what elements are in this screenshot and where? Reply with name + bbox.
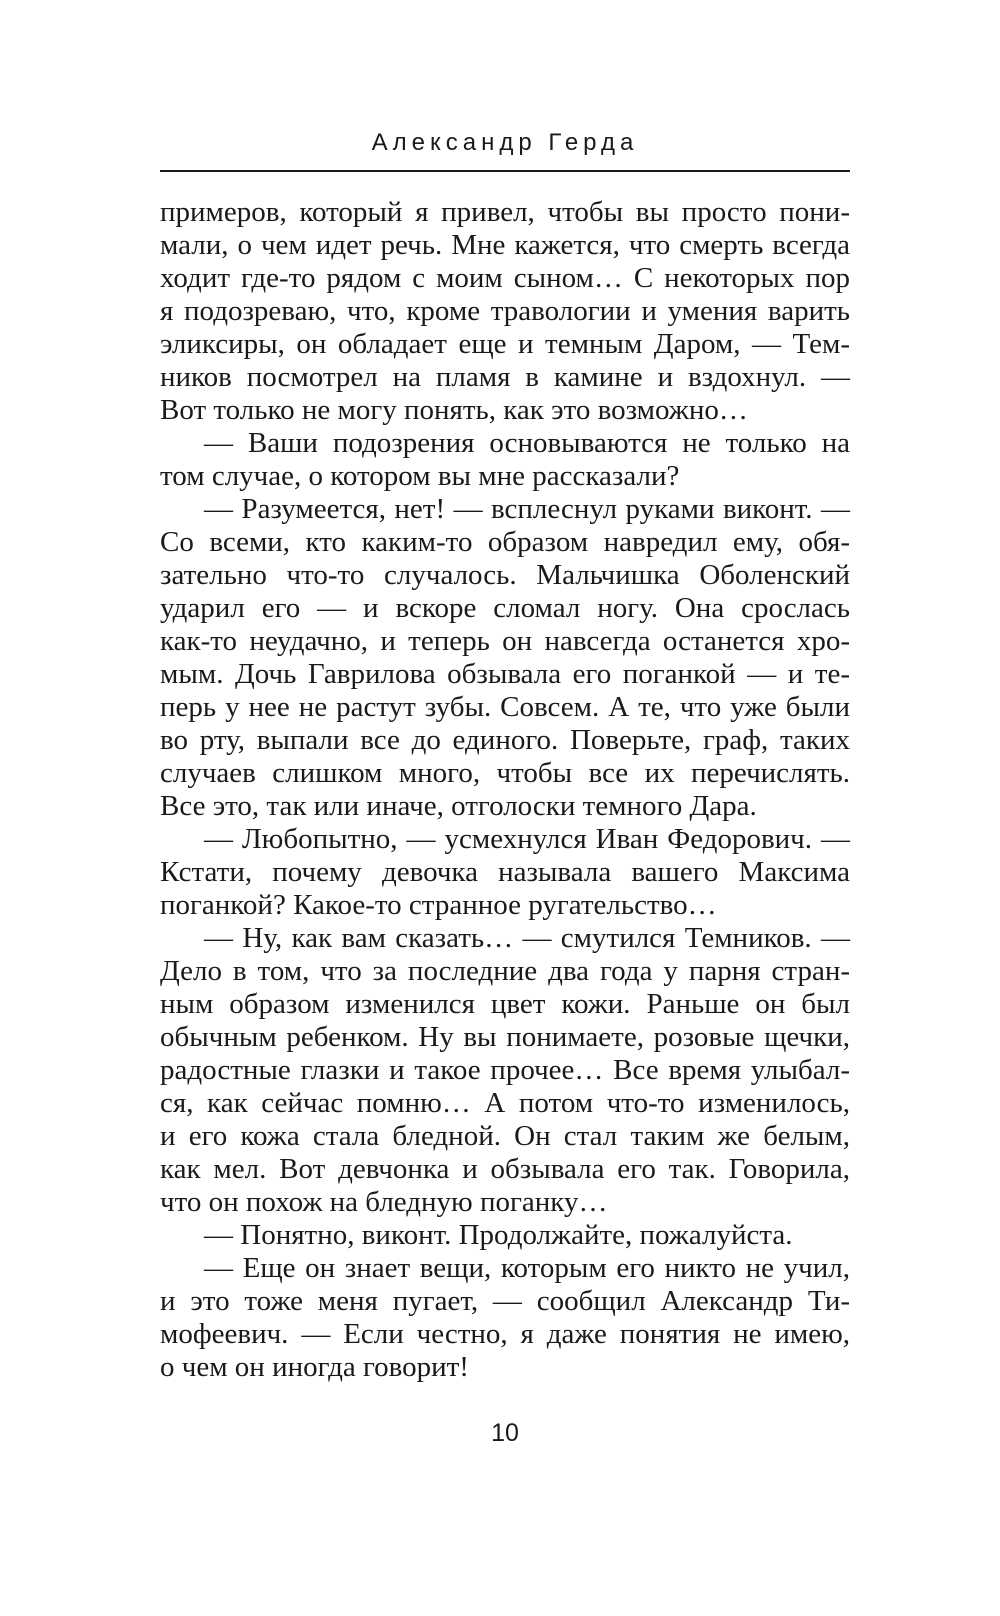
text-line: во рту, выпали все до единого. Поверьте, граф, таких: [160, 724, 850, 756]
text-line: что он похож на бледную поганку…: [160, 1186, 608, 1218]
text-line: и это тоже меня пугает, — сообщил Александр Ти-: [160, 1285, 850, 1317]
text-line: том случае, о котором вы мне рассказали?: [160, 460, 680, 492]
text-line: — Ну, как вам сказать… — смутился Темников. —: [204, 922, 850, 954]
text-line: как-то неудачно, и теперь он навсегда останется хро-: [160, 625, 850, 657]
text-line: — Ваши подозрения основываются не только на: [204, 427, 850, 459]
text-line: ходит где-то рядом с моим сыном… С некоторых пор: [160, 262, 850, 294]
text-line: случаев слишком много, чтобы все их перечислять.: [160, 757, 850, 789]
text-line: Кстати, почему девочка называла вашего Максима: [160, 856, 850, 888]
header-rule: [160, 170, 850, 172]
text-line: ным образом изменился цвет кожи. Раньше он был: [160, 988, 850, 1020]
text-line: — Разумеется, нет! — всплеснул руками виконт. —: [204, 493, 850, 525]
text-line: и его кожа стала бледной. Он стал таким же белым,: [160, 1120, 850, 1152]
running-head: Александр Герда: [371, 129, 639, 156]
text-line: — Любопытно, — усмехнулся Иван Федорович. —: [204, 823, 850, 855]
text-line: — Понятно, виконт. Продолжайте, пожалуйста.: [204, 1219, 793, 1251]
text-line: мофеевич. — Если честно, я даже понятия не имею,: [160, 1318, 850, 1350]
text-line: о чем он иногда говорит!: [160, 1351, 469, 1383]
text-line: поганкой? Какое-то странное ругательство…: [160, 889, 717, 921]
text-line: мали, о чем идет речь. Мне кажется, что смерть всегда: [160, 229, 850, 261]
text-line: обычным ребенком. Ну вы понимаете, розовые щечки,: [160, 1021, 850, 1053]
text-line: Дело в том, что за последние два года у парня стран-: [160, 955, 850, 987]
text-line: ся, как сейчас помню… А потом что-то изменилось,: [160, 1087, 850, 1119]
text-line: перь у нее не растут зубы. Совсем. А те, что уже были: [160, 691, 850, 723]
text-line: — Еще он знает вещи, которым его никто не учил,: [204, 1252, 850, 1284]
text-line: мым. Дочь Гаврилова обзывала его поганкой — и те-: [160, 658, 850, 690]
body-text: [160, 196, 850, 1384]
text-line: ударил его — и вскоре сломал ногу. Она срослась: [160, 592, 850, 624]
page-number: 10: [491, 1419, 519, 1447]
text-line: Вот только не могу понять, как это возможно…: [160, 394, 748, 426]
text-line: Со всеми, кто каким-то образом навредил ему, обя-: [160, 526, 850, 558]
text-line: как мел. Вот девчонка и обзывала его так. Говорила,: [160, 1153, 850, 1185]
text-line: Все это, так или иначе, отголоски темного Дара.: [160, 790, 757, 822]
text-line: ников посмотрел на пламя в камине и вздохнул. —: [160, 361, 850, 393]
text-line: зательно что-то случалось. Мальчишка Оболенский: [160, 559, 850, 591]
text-line: я подозреваю, что, кроме травологии и умения варить: [160, 295, 850, 327]
text-line: радостные глазки и такое прочее… Все время улыбал-: [160, 1054, 850, 1086]
text-line: эликсиры, он обладает еще и темным Даром, — Тем-: [160, 328, 850, 360]
text-line: примеров, который я привел, чтобы вы просто пони-: [160, 196, 850, 228]
